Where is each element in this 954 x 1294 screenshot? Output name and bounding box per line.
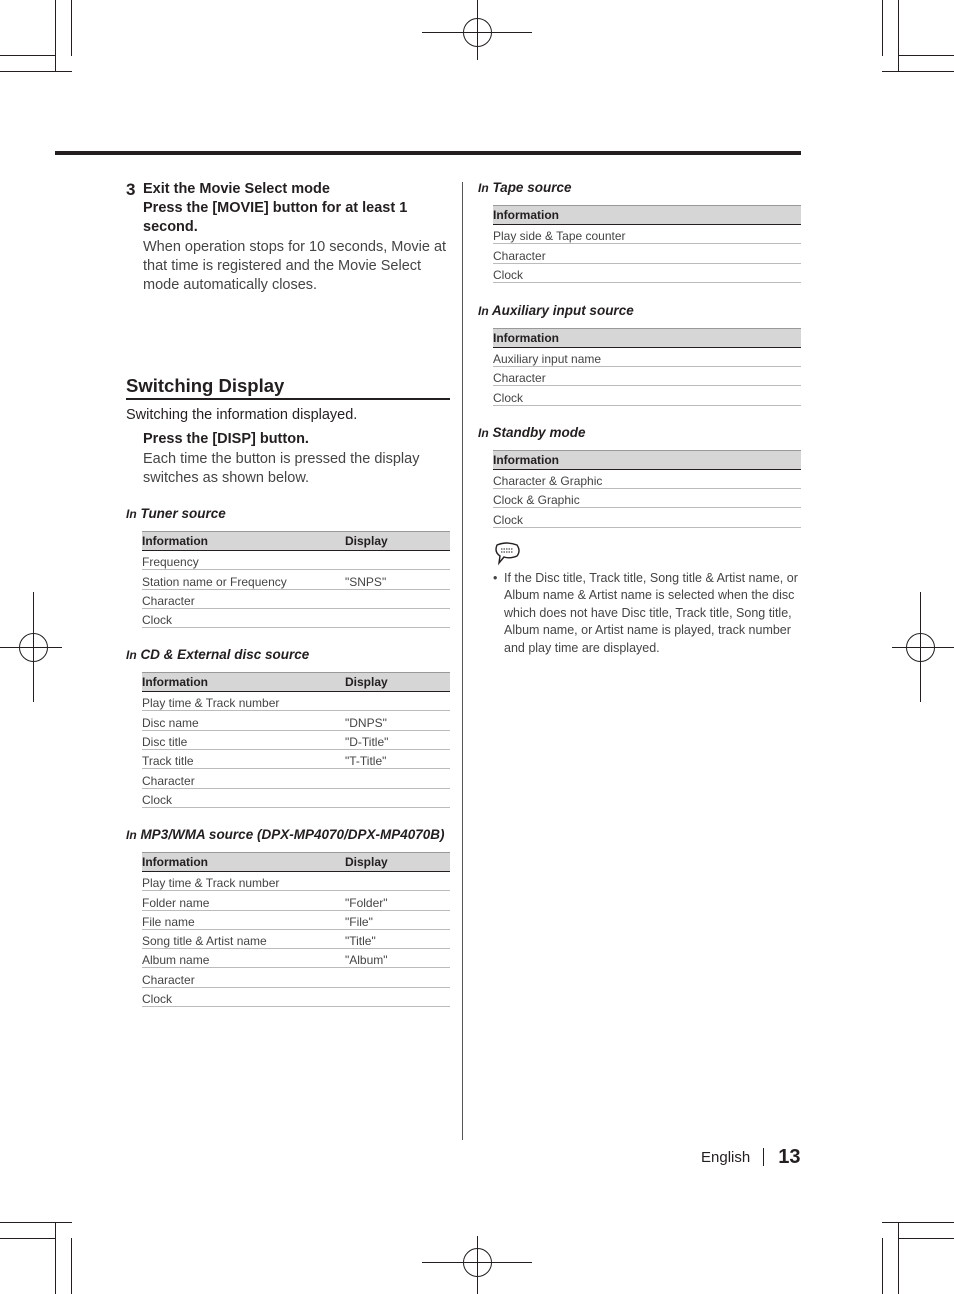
table-cell bbox=[345, 871, 450, 890]
table-cell: Clock bbox=[493, 263, 801, 282]
mp3-heading: In MP3/WMA source (DPX-MP4070/DPX-MP4070B) bbox=[126, 826, 445, 842]
table-cell bbox=[345, 551, 450, 570]
registration-mark bbox=[906, 633, 935, 662]
table-row bbox=[142, 551, 450, 570]
table-cell: "D-Title" bbox=[345, 730, 450, 749]
table-cell: Character bbox=[142, 968, 345, 987]
table-row bbox=[142, 730, 450, 749]
table-row bbox=[493, 263, 801, 282]
table-row bbox=[493, 244, 801, 263]
table-header-cell: Information bbox=[142, 673, 345, 692]
crop-mark bbox=[898, 0, 899, 72]
table-cell: "Title" bbox=[345, 929, 450, 948]
section-heading: Switching Display bbox=[126, 375, 450, 400]
instruction-title: Press the [DISP] button. bbox=[143, 431, 309, 447]
table-cell: "DNPS" bbox=[345, 711, 450, 730]
table-row bbox=[493, 469, 801, 488]
step-instruction: Press the [MOVIE] button for at least 1 second. bbox=[143, 200, 408, 235]
table-row bbox=[142, 788, 450, 807]
table-cell: Folder name bbox=[142, 891, 345, 910]
crop-mark bbox=[0, 71, 72, 72]
registration-mark bbox=[463, 1248, 492, 1277]
crop-mark bbox=[882, 0, 883, 56]
cd-table bbox=[142, 672, 450, 808]
table-cell: "T-Title" bbox=[345, 750, 450, 769]
step-title: Exit the Movie Select mode bbox=[143, 181, 330, 197]
crop-mark bbox=[0, 1238, 56, 1239]
table-cell bbox=[345, 769, 450, 788]
registration-mark bbox=[463, 18, 492, 47]
footer-separator bbox=[763, 1148, 764, 1166]
column-divider bbox=[462, 182, 463, 1140]
table-cell: Clock & Graphic bbox=[493, 489, 801, 508]
table-row bbox=[142, 968, 450, 987]
footer-language: English bbox=[701, 1148, 751, 1166]
table-row bbox=[142, 608, 450, 627]
table-cell: Character & Graphic bbox=[493, 469, 801, 488]
table-cell: Disc title bbox=[142, 730, 345, 749]
table-row bbox=[493, 347, 801, 366]
crop-mark bbox=[55, 1222, 56, 1294]
table-row bbox=[493, 508, 801, 527]
note-text: • If the Disc title, Track title, Song title & Artist name, or Album name & Artist name is selected when the disc which does not have Disc title, Track title, Song title, Album name, or Artist name is played, track number and play time are displayed. bbox=[493, 570, 798, 656]
table-row bbox=[493, 367, 801, 386]
table-header-cell: Information bbox=[493, 206, 801, 225]
table-cell: Station name or Frequency bbox=[142, 570, 345, 589]
table-cell bbox=[345, 608, 450, 627]
step-description: When operation stops for 10 seconds, Movie at that time is registered and the Movie Select mode automatically closes. bbox=[143, 239, 447, 293]
table-cell: Frequency bbox=[142, 551, 345, 570]
section-intro: Switching the information displayed. bbox=[126, 407, 358, 423]
crop-mark bbox=[0, 1222, 72, 1223]
table-header-cell: Information bbox=[493, 328, 801, 347]
crop-mark bbox=[898, 55, 954, 56]
table-row bbox=[142, 711, 450, 730]
crop-mark bbox=[898, 1238, 954, 1239]
table-row bbox=[142, 987, 450, 1006]
tuner-heading: In Tuner source bbox=[126, 506, 226, 521]
table-cell: Album name bbox=[142, 949, 345, 968]
table-cell bbox=[345, 968, 450, 987]
bullet: • bbox=[493, 570, 498, 585]
tuner-table bbox=[142, 531, 450, 628]
table-cell: Play time & Track number bbox=[142, 692, 345, 711]
crop-mark bbox=[0, 55, 56, 56]
table-cell: "File" bbox=[345, 910, 450, 929]
table-row bbox=[142, 871, 450, 890]
table-cell: Song title & Artist name bbox=[142, 929, 345, 948]
tape-heading: In Tape source bbox=[478, 180, 572, 195]
table-cell: Clock bbox=[142, 987, 345, 1006]
page-footer bbox=[701, 1145, 800, 1169]
crop-mark bbox=[55, 0, 56, 72]
table-row bbox=[142, 589, 450, 608]
table-cell: "SNPS" bbox=[345, 570, 450, 589]
step-number: 3 bbox=[126, 180, 136, 199]
registration-mark bbox=[19, 633, 48, 662]
tape-table bbox=[493, 205, 801, 283]
table-cell bbox=[345, 589, 450, 608]
table-cell bbox=[345, 987, 450, 1006]
crop-mark bbox=[71, 1238, 72, 1294]
table-row bbox=[142, 910, 450, 929]
aux-table bbox=[493, 328, 801, 406]
table-cell: Play time & Track number bbox=[142, 871, 345, 890]
crop-mark bbox=[882, 1222, 954, 1223]
table-row bbox=[142, 750, 450, 769]
right-column bbox=[478, 178, 801, 658]
crop-mark bbox=[71, 0, 72, 56]
table-cell: Character bbox=[493, 367, 801, 386]
standby-heading: In Standby mode bbox=[478, 424, 586, 440]
instruction-text: Each time the button is pressed the display switches as shown below. bbox=[143, 451, 420, 486]
table-cell: Character bbox=[493, 244, 801, 263]
table-row bbox=[142, 949, 450, 968]
table-row bbox=[493, 489, 801, 508]
table-cell: Character bbox=[142, 589, 345, 608]
table-header-cell: Information bbox=[142, 852, 345, 871]
mp3-table bbox=[142, 852, 450, 1007]
table-cell bbox=[345, 788, 450, 807]
table-cell: File name bbox=[142, 910, 345, 929]
table-row bbox=[142, 570, 450, 589]
left-column bbox=[126, 180, 450, 1007]
table-cell bbox=[345, 692, 450, 711]
page-number: 13 bbox=[778, 1145, 801, 1168]
cd-heading: In CD & External disc source bbox=[126, 647, 310, 663]
table-cell: Track title bbox=[142, 750, 345, 769]
table-cell: Clock bbox=[142, 788, 345, 807]
table-cell: Character bbox=[142, 769, 345, 788]
table-cell: Play side & Tape counter bbox=[493, 225, 801, 244]
table-header-cell: Display bbox=[345, 673, 450, 692]
aux-heading: In Auxiliary input source bbox=[478, 302, 634, 318]
header-rule bbox=[55, 151, 801, 155]
table-cell: "Folder" bbox=[345, 891, 450, 910]
table-row bbox=[493, 386, 801, 405]
standby-table bbox=[493, 450, 801, 528]
table-header-cell: Information bbox=[142, 532, 345, 551]
table-row bbox=[493, 225, 801, 244]
crop-mark bbox=[882, 1238, 883, 1294]
table-cell: Disc name bbox=[142, 711, 345, 730]
step-3 bbox=[126, 180, 450, 295]
table-row bbox=[142, 891, 450, 910]
crop-mark bbox=[898, 1222, 899, 1294]
table-cell: Clock bbox=[493, 508, 801, 527]
table-row bbox=[142, 692, 450, 711]
note-icon bbox=[493, 542, 521, 566]
table-row bbox=[142, 929, 450, 948]
instruction bbox=[126, 430, 450, 488]
table-cell: "Album" bbox=[345, 949, 450, 968]
table-cell: Auxiliary input name bbox=[493, 347, 801, 366]
table-header-cell: Information bbox=[493, 450, 801, 469]
table-cell: Clock bbox=[493, 386, 801, 405]
table-row bbox=[142, 769, 450, 788]
table-header-cell: Display bbox=[345, 532, 450, 551]
table-cell: Clock bbox=[142, 608, 345, 627]
crop-mark bbox=[882, 71, 954, 72]
table-header-cell: Display bbox=[345, 852, 450, 871]
